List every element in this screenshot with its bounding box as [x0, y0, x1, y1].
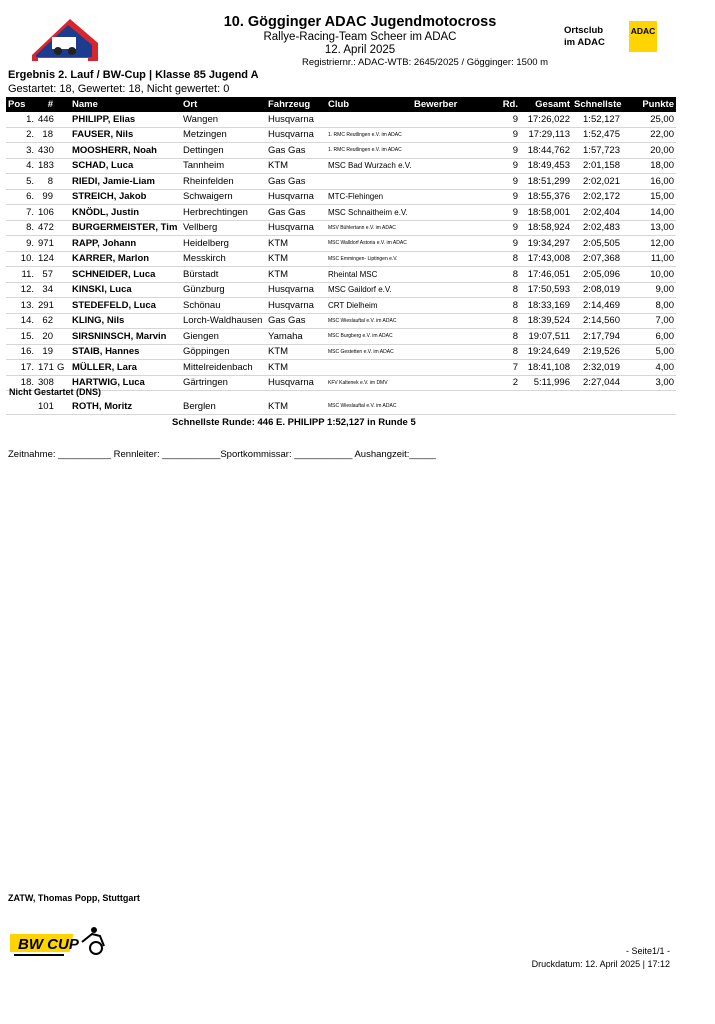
fastest-cell: 2:02,404 — [572, 205, 622, 221]
print-date: Druckdatum: 12. April 2025 | 17:12 — [531, 959, 670, 969]
entrant-cell — [412, 127, 490, 143]
number-cell: 101 — [36, 399, 55, 414]
vehicle-cell: KTM — [266, 344, 326, 360]
name-cell: KARRER, Marlon — [70, 251, 181, 267]
name-cell: HARTWIG, Luca — [70, 375, 181, 391]
total-cell: 17:43,008 — [520, 251, 572, 267]
flag-cell — [55, 220, 70, 236]
club-cell: MSC Gaildorf e.V. — [326, 282, 412, 298]
ort-cell: Rheinfelden — [181, 174, 266, 190]
ort-cell: Günzburg — [181, 282, 266, 298]
club-cell: MTC-Flehingen — [326, 189, 412, 205]
ort-cell: Mittelreidenbach — [181, 360, 266, 376]
vehicle-cell: Gas Gas — [266, 205, 326, 221]
points-cell: 13,00 — [622, 220, 676, 236]
points-cell: 4,00 — [622, 360, 676, 376]
total-cell: 18:41,108 — [520, 360, 572, 376]
name-cell: MÜLLER, Lara — [70, 360, 181, 376]
fastest-cell: 2:02,483 — [572, 220, 622, 236]
entrant-cell — [412, 399, 490, 414]
name-cell: BURGERMEISTER, Tim — [70, 220, 181, 236]
laps-cell: 8 — [490, 267, 520, 283]
club-logo-icon — [30, 17, 100, 63]
dns-row — [6, 399, 676, 414]
flag-cell — [55, 205, 70, 221]
laps-cell: 9 — [490, 174, 520, 190]
entrant-cell — [412, 220, 490, 236]
total-cell: 18:33,169 — [520, 298, 572, 314]
entrant-cell — [412, 158, 490, 174]
table-row — [6, 174, 676, 190]
number-cell: 20 — [36, 329, 55, 345]
fastest-cell: 1:57,723 — [572, 143, 622, 159]
name-cell: KNÖDL, Justin — [70, 205, 181, 221]
fastest-cell: 2:05,096 — [572, 267, 622, 283]
laps-cell: 8 — [490, 313, 520, 329]
pos-cell: 17. — [6, 360, 36, 376]
pos-cell: 14. — [6, 313, 36, 329]
col-vehicle: Fahrzeug — [266, 97, 326, 112]
club-cell — [326, 360, 412, 376]
col-fastest: Schnellste — [574, 99, 622, 110]
pos-cell: 12. — [6, 282, 36, 298]
club-cell: KFV Kaltenek e.V. im DMV — [326, 375, 412, 391]
vehicle-cell: KTM — [266, 158, 326, 174]
dns-table — [6, 399, 676, 415]
flag-cell — [55, 251, 70, 267]
points-cell: 8,00 — [622, 298, 676, 314]
number-cell: 446 — [36, 112, 55, 127]
fastest-cell: 2:17,794 — [572, 329, 622, 345]
dns-heading: Nicht Gestartet (DNS) — [9, 387, 102, 397]
ort-cell: Lorch-Waldhausen — [181, 313, 266, 329]
vehicle-cell: Husqvarna — [266, 189, 326, 205]
number-cell: 971 — [36, 236, 55, 252]
table-row — [6, 282, 676, 298]
club-cell: Rheintal MSC — [326, 267, 412, 283]
pos-cell: 13. — [6, 298, 36, 314]
vehicle-cell: Yamaha — [266, 329, 326, 345]
event-title: 10. Gögginger ADAC Jugendmotocross — [223, 14, 497, 30]
name-cell: MOOSHERR, Noah — [70, 143, 181, 159]
club-cell: 1. RMC Reutlingen e.V. im ADAC — [326, 143, 412, 159]
points-cell: 6,00 — [622, 329, 676, 345]
table-row — [6, 267, 676, 283]
laps-cell: 2 — [490, 375, 520, 391]
entrant-cell — [412, 375, 490, 391]
bwcup-logo-icon — [10, 922, 110, 960]
total-cell: 18:58,924 — [520, 220, 572, 236]
pos-cell: 8. — [6, 220, 36, 236]
signature-line: Zeitnahme: __________ Rennleiter: ___________Sportkommissar: ___________ Aushangzeit:_____ — [8, 449, 436, 460]
table-row — [6, 360, 676, 376]
club-cell — [326, 112, 412, 127]
total-cell: 17:26,022 — [520, 112, 572, 127]
name-cell: STAIB, Hannes — [70, 344, 181, 360]
club-cell: MSC Bad Wurzach e.V. — [326, 158, 412, 174]
total-cell: 18:39,524 — [520, 313, 572, 329]
table-row — [6, 143, 676, 159]
fastest-cell: 1:52,475 — [572, 127, 622, 143]
ort-cell: Messkirch — [181, 251, 266, 267]
table-row — [6, 220, 676, 236]
vehicle-cell: KTM — [266, 360, 326, 376]
laps-cell: 8 — [490, 251, 520, 267]
laps-cell: 8 — [490, 282, 520, 298]
entrant-cell — [412, 174, 490, 190]
fastest-cell: 2:14,469 — [572, 298, 622, 314]
vehicle-cell: Gas Gas — [266, 174, 326, 190]
points-cell: 12,00 — [622, 236, 676, 252]
flag-cell — [55, 267, 70, 283]
fastest-cell: 2:14,560 — [572, 313, 622, 329]
table-row — [6, 298, 676, 314]
laps-cell: 9 — [490, 220, 520, 236]
ort-cell: Wangen — [181, 112, 266, 127]
club-cell: 1. RMC Reutlingen e.V. im ADAC — [326, 127, 412, 143]
number-cell: 57 — [36, 267, 55, 283]
col-entrant: Bewerber — [412, 97, 490, 112]
vehicle-cell: KTM — [266, 251, 326, 267]
vehicle-cell: Gas Gas — [266, 313, 326, 329]
ort-cell: Tannheim — [181, 158, 266, 174]
name-cell: SCHNEIDER, Luca — [70, 267, 181, 283]
col-number: # — [36, 97, 55, 112]
ort-cell: Bürstadt — [181, 267, 266, 283]
laps-cell: 9 — [490, 205, 520, 221]
total-cell: 18:44,762 — [520, 143, 572, 159]
vehicle-cell: Husqvarna — [266, 112, 326, 127]
flag-cell — [55, 112, 70, 127]
col-ort: Ort — [181, 97, 266, 112]
vehicle-cell: KTM — [266, 236, 326, 252]
pos-cell: 4. — [6, 158, 36, 174]
ort-cell: Giengen — [181, 329, 266, 345]
ort-cell: Dettingen — [181, 143, 266, 159]
club-cell: MSV Bühlertann e.V. im ADAC — [326, 220, 412, 236]
entrant-cell — [412, 313, 490, 329]
points-cell: 20,00 — [622, 143, 676, 159]
table-row — [6, 236, 676, 252]
number-cell: 472 — [36, 220, 55, 236]
table-header — [6, 97, 676, 112]
laps-cell: 9 — [490, 236, 520, 252]
vehicle-cell: KTM — [266, 267, 326, 283]
table-row — [6, 127, 676, 143]
total-cell: 19:24,649 — [520, 344, 572, 360]
col-club: Club — [326, 97, 412, 112]
total-cell: 18:58,001 — [520, 205, 572, 221]
name-cell: KINSKI, Luca — [70, 282, 181, 298]
points-cell: 9,00 — [622, 282, 676, 298]
ortsclub-label: Ortsclub im ADAC — [564, 25, 605, 48]
name-cell: RIEDI, Jamie-Liam — [70, 174, 181, 190]
fastest-cell: 2:19,526 — [572, 344, 622, 360]
name-cell: STEDEFELD, Luca — [70, 298, 181, 314]
total-cell: 17:29,113 — [520, 127, 572, 143]
flag-cell — [55, 399, 70, 414]
vehicle-cell: Husqvarna — [266, 375, 326, 391]
fastest-cell: 2:32,019 — [572, 360, 622, 376]
points-cell: 11,00 — [622, 251, 676, 267]
number-cell: 62 — [36, 313, 55, 329]
vehicle-cell: Husqvarna — [266, 282, 326, 298]
pos-cell: 2. — [6, 127, 36, 143]
col-total: Gesamt — [520, 97, 572, 112]
laps-cell: 9 — [490, 127, 520, 143]
ort-cell: Metzingen — [181, 127, 266, 143]
total-cell: 19:34,297 — [520, 236, 572, 252]
flag-cell — [55, 329, 70, 345]
entrant-cell — [412, 298, 490, 314]
club-cell: MSC Wieslauftal e.V. im ADAC — [326, 313, 412, 329]
laps-cell: 7 — [490, 360, 520, 376]
table-row — [6, 205, 676, 221]
ort-cell: Göppingen — [181, 344, 266, 360]
points-cell: 16,00 — [622, 174, 676, 190]
points-cell: 22,00 — [622, 127, 676, 143]
fastest-cell: 2:01,158 — [572, 158, 622, 174]
flag-cell — [55, 174, 70, 190]
table-row — [6, 158, 676, 174]
pos-cell: 6. — [6, 189, 36, 205]
adac-logo-icon — [629, 21, 657, 52]
number-cell: 18 — [36, 127, 55, 143]
pos-cell: 3. — [6, 143, 36, 159]
ort-cell: Vellberg — [181, 220, 266, 236]
table-row — [6, 189, 676, 205]
points-cell: 10,00 — [622, 267, 676, 283]
number-cell: 99 — [36, 189, 55, 205]
points-cell: 3,00 — [622, 375, 676, 391]
flag-cell — [55, 189, 70, 205]
flag-cell — [55, 158, 70, 174]
flag-cell — [55, 313, 70, 329]
fastest-cell: 2:08,019 — [572, 282, 622, 298]
number-cell: 171 — [36, 360, 55, 376]
ort-cell: Schönau — [181, 298, 266, 314]
entrant-cell — [412, 344, 490, 360]
laps-cell: 9 — [490, 112, 520, 127]
entrant-cell — [412, 267, 490, 283]
entrant-cell — [412, 143, 490, 159]
entrant-cell — [412, 282, 490, 298]
flag-cell — [55, 127, 70, 143]
ort-cell: Heidelberg — [181, 236, 266, 252]
total-cell: 18:51,299 — [520, 174, 572, 190]
entrant-cell — [412, 236, 490, 252]
fastest-cell: 2:07,368 — [572, 251, 622, 267]
vehicle-cell: Husqvarna — [266, 220, 326, 236]
flag-cell: G — [55, 360, 70, 376]
pos-cell: 5. — [6, 174, 36, 190]
ort-cell: Berglen — [181, 399, 266, 414]
club-cell: MSC Walldorf Astoria e.V. im ADAC — [326, 236, 412, 252]
pos-cell: 7. — [6, 205, 36, 221]
laps-cell: 9 — [490, 143, 520, 159]
table-row — [6, 112, 676, 127]
pos-cell: 15. — [6, 329, 36, 345]
ort-cell: Herbrechtingen — [181, 205, 266, 221]
results-table — [6, 97, 676, 391]
flag-cell — [55, 236, 70, 252]
flag-cell — [55, 298, 70, 314]
table-row — [6, 375, 676, 391]
result-title: Ergebnis 2. Lauf / BW-Cup | Klasse 85 Jugend A — [8, 69, 259, 81]
number-cell: 19 — [36, 344, 55, 360]
points-cell: 5,00 — [622, 344, 676, 360]
points-cell: 7,00 — [622, 313, 676, 329]
points-cell: 15,00 — [622, 189, 676, 205]
club-cell — [326, 174, 412, 190]
name-cell: FAUSER, Nils — [70, 127, 181, 143]
ort-cell: Gärtringen — [181, 375, 266, 391]
fastest-cell: 2:27,044 — [572, 375, 622, 391]
points-cell — [622, 399, 676, 414]
vehicle-cell: Husqvarna — [266, 298, 326, 314]
timing-provider: ZATW, Thomas Popp, Stuttgart — [8, 893, 140, 903]
fastest-cell: 1:52,127 — [572, 112, 622, 127]
table-row — [6, 251, 676, 267]
name-cell: SIRSNINSCH, Marvin — [70, 329, 181, 345]
total-cell: 17:50,593 — [520, 282, 572, 298]
laps-cell: 8 — [490, 344, 520, 360]
laps-cell: 9 — [490, 189, 520, 205]
table-row — [6, 313, 676, 329]
vehicle-cell: Husqvarna — [266, 127, 326, 143]
pos-cell: 9. — [6, 236, 36, 252]
name-cell: PHILIPP, Elias — [70, 112, 181, 127]
registration-info: Registriernr.: ADAC-WTB: 2645/2025 / Gögginger: 1500 m — [302, 57, 549, 68]
entrant-cell — [412, 112, 490, 127]
svg-text:BW CUP: BW CUP — [18, 936, 79, 953]
number-cell: 183 — [36, 158, 55, 174]
number-cell: 124 — [36, 251, 55, 267]
club-cell: MSC Schnaitheim e.V. — [326, 205, 412, 221]
total-cell: 18:49,453 — [520, 158, 572, 174]
fastest-lap: Schnellste Runde: 446 E. PHILIPP 1:52,127 in Runde 5 — [172, 417, 416, 428]
total-cell: 18:55,376 — [520, 189, 572, 205]
pos-cell: 18. — [6, 375, 36, 391]
entrant-cell — [412, 251, 490, 267]
number-cell: 8 — [36, 174, 55, 190]
event-date: 12. April 2025 — [324, 44, 396, 56]
pos-cell: 11. — [6, 267, 36, 283]
club-cell: CRT Dielheim — [326, 298, 412, 314]
col-points: Punkte — [622, 97, 676, 112]
club-cell: MSC Emmingen- Liptingen e.V. — [326, 251, 412, 267]
flag-cell — [55, 143, 70, 159]
flag-cell — [55, 282, 70, 298]
pos-cell — [6, 399, 36, 414]
fastest-cell: 2:02,021 — [572, 174, 622, 190]
total-cell: 5:11,996 — [520, 375, 572, 391]
col-name: Name — [70, 97, 181, 112]
club-cell: MSC Gestetten e.V. im ADAC — [326, 344, 412, 360]
entrant-cell — [412, 189, 490, 205]
laps-cell — [490, 399, 520, 414]
number-cell: 106 — [36, 205, 55, 221]
club-cell: MSC Wieslauftal e.V. im ADAC — [326, 399, 412, 414]
points-cell: 18,00 — [622, 158, 676, 174]
laps-cell: 8 — [490, 329, 520, 345]
col-pos: Pos — [6, 97, 36, 112]
fastest-cell: 2:02,172 — [572, 189, 622, 205]
pos-cell: 10. — [6, 251, 36, 267]
organizer: Rallye-Racing-Team Scheer im ADAC — [263, 31, 457, 43]
points-cell: 25,00 — [622, 112, 676, 127]
table-row — [6, 329, 676, 345]
entrant-cell — [412, 329, 490, 345]
ort-cell: Schwaigern — [181, 189, 266, 205]
vehicle-cell: Gas Gas — [266, 143, 326, 159]
pos-cell: 16. — [6, 344, 36, 360]
club-cell: MSC Burgberg e.V. im ADAC — [326, 329, 412, 345]
total-cell: 17:46,051 — [520, 267, 572, 283]
fastest-cell: 2:05,505 — [572, 236, 622, 252]
number-cell: 430 — [36, 143, 55, 159]
points-cell: 14,00 — [622, 205, 676, 221]
page-number: - Seite1/1 - — [625, 946, 670, 956]
number-cell: 308 — [36, 375, 55, 391]
name-cell: ROTH, Moritz — [70, 399, 181, 414]
fastest-cell — [572, 399, 622, 414]
name-cell: STREICH, Jakob — [70, 189, 181, 205]
number-cell: 34 — [36, 282, 55, 298]
total-cell: 19:07,511 — [520, 329, 572, 345]
vehicle-cell: KTM — [266, 399, 326, 414]
entrant-cell — [412, 360, 490, 376]
svg-text:ADAC: ADAC — [630, 26, 656, 36]
flag-cell — [55, 344, 70, 360]
laps-cell: 9 — [490, 158, 520, 174]
col-laps: Rd. — [490, 97, 520, 112]
number-cell: 291 — [36, 298, 55, 314]
name-cell: KLING, Nils — [70, 313, 181, 329]
pos-cell: 1. — [6, 112, 36, 127]
entrant-cell — [412, 205, 490, 221]
name-cell: SCHAD, Luca — [70, 158, 181, 174]
result-stats: Gestartet: 18, Gewertet: 18, Nicht gewertet: 0 — [8, 83, 230, 95]
total-cell — [520, 399, 572, 414]
table-row — [6, 344, 676, 360]
laps-cell: 8 — [490, 298, 520, 314]
name-cell: RAPP, Johann — [70, 236, 181, 252]
